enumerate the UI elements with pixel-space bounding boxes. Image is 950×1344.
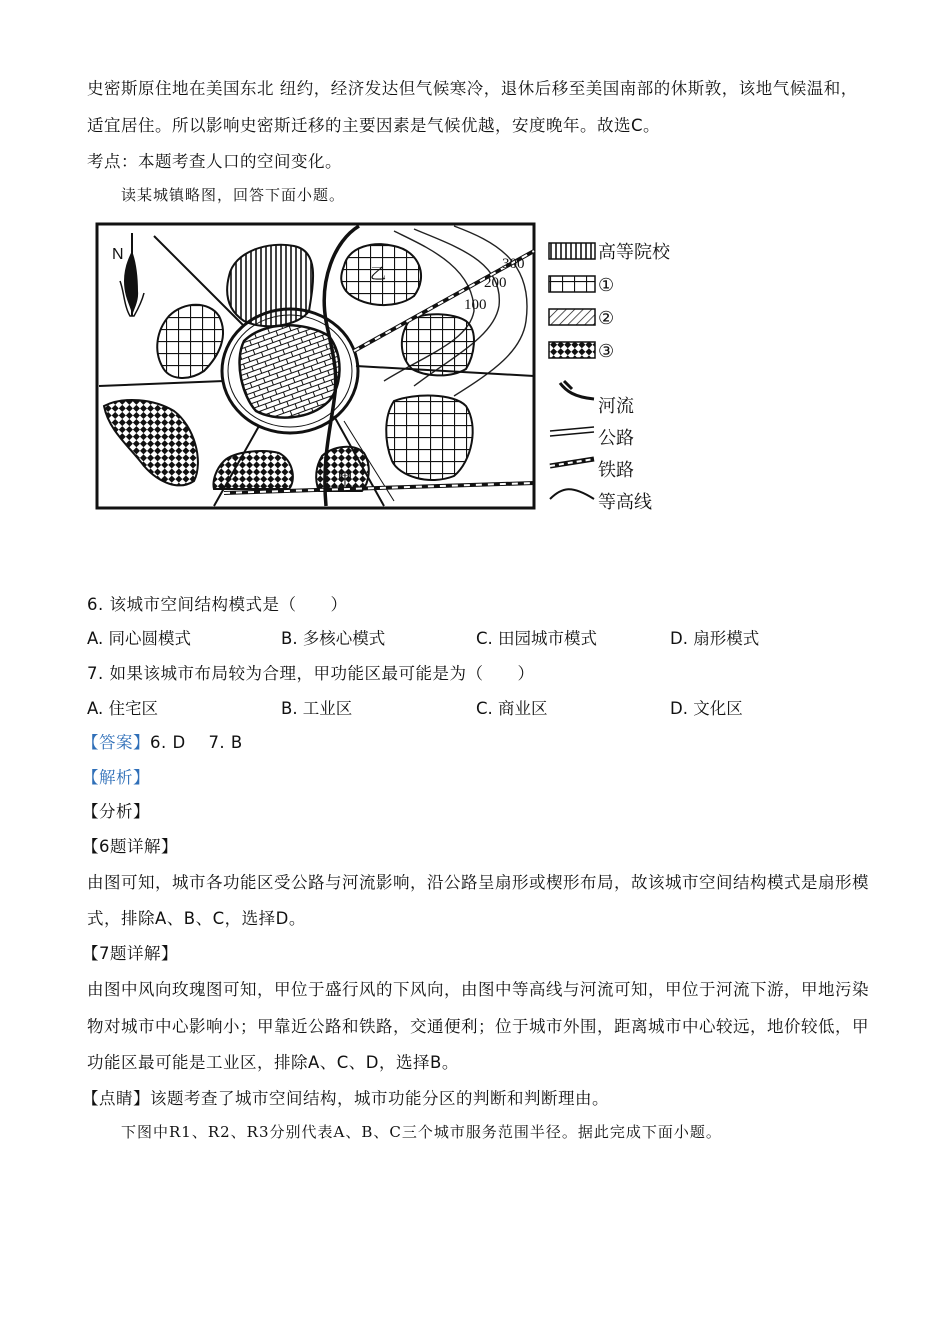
q7-option-d[interactable]: D. 文化区 [670,699,743,718]
kaodian-line: 考点：本题考查人口的空间变化。 [87,152,342,171]
contour-label-200: 200 [484,275,507,291]
legend-swatch-university [549,243,595,259]
area-label-yi: 乙 [370,264,387,283]
north-label: N [112,246,124,263]
question-7-stem: 7. 如果该城市布局较为合理，甲功能区最可能是为（ ） [87,664,535,683]
question-intro: 读某城镇略图，回答下面小题。 [121,186,346,204]
town-map-figure [94,221,674,516]
dianjing-line: 【点睛】该题考查了城市空间结构，城市功能分区的判断和判断理由。 [82,1089,609,1108]
paragraph-line: 适宜居住。所以影响史密斯迁移的主要因素是气候优越，安度晚年。故选C。 [87,116,661,135]
legend-label-railway: 铁路 [598,460,634,481]
legend-road-icon [550,427,594,431]
university-zone [227,245,313,326]
legend-road-icon [550,432,594,436]
contour-label-100: 100 [464,297,487,313]
question-6-options [87,625,887,649]
paragraph-line: 史密斯原住地在美国东北 纽约，经济发达但气候寒冷，退休后移至美国南部的休斯敦，该地气候温和， [87,79,858,98]
q6-detail-text: 由图可知，城市各功能区受公路与河流影响，沿公路呈扇形或楔形布局，故该城市空间结构模式是扇形模 [87,873,869,892]
answer-text: 6. D 7. B [150,733,243,752]
legend-label-university: 高等院校 [598,242,670,263]
legend-swatch-3 [549,342,595,358]
residential-zone-southeast [386,396,472,481]
answer-tag: 【答案】 [82,733,150,752]
q7-option-a[interactable]: A. 住宅区 [87,699,158,718]
answer-line [82,729,243,753]
q7-option-c[interactable]: C. 商业区 [476,699,548,718]
q6-detail-text: 式，排除A、B、C，选择D。 [87,909,306,928]
jiexi-heading: 【解析】 [82,768,150,787]
q6-detail-title: 【6题详解】 [82,837,178,856]
q7-detail-text: 功能区最可能是工业区，排除A、C、D，选择B。 [87,1053,459,1072]
next-question-intro: 下图中R1、R2、R3分别代表A、B、C三个城市服务范围半径。据此完成下面小题。 [121,1123,722,1141]
legend-swatch-2 [549,309,595,325]
legend-label-road: 公路 [598,428,634,449]
legend-contour-icon [550,489,594,499]
q6-option-c[interactable]: C. 田园城市模式 [476,629,598,648]
q7-detail-title: 【7题详解】 [82,944,178,963]
legend-label-river: 河流 [598,396,634,417]
fenxi-heading: 【分析】 [82,802,150,821]
legend-label-3: ③ [598,341,615,362]
q7-detail-text: 由图中风向玫瑰图可知，甲位于盛行风的下风向，由图中等高线与河流可知，甲位于河流下游，甲地污染 [87,980,869,999]
residential-zone-east [402,314,474,375]
q7-detail-text: 物对城市中心影响小；甲靠近公路和铁路，交通便利；位于城市外围，距离城市中心较远，地价较低，甲 [87,1017,869,1036]
question-7-options [87,695,887,719]
legend-label-contour: 等高线 [598,492,652,513]
q6-option-d[interactable]: D. 扇形模式 [670,629,760,648]
legend-label-2: ② [598,308,615,329]
area-label-jia: 甲 [337,469,354,488]
contour-label-300: 300 [502,256,525,272]
map-legend [549,242,671,513]
legend-river-icon [560,381,594,399]
city-center-zone [240,325,340,417]
q6-option-b[interactable]: B. 多核心模式 [281,629,386,648]
question-6-stem: 6. 该城市空间结构模式是（ ） [87,595,348,614]
q6-option-a[interactable]: A. 同心圆模式 [87,629,191,648]
q7-option-b[interactable]: B. 工业区 [281,699,353,718]
legend-label-1: ① [598,275,615,296]
legend-swatch-1 [549,276,595,292]
